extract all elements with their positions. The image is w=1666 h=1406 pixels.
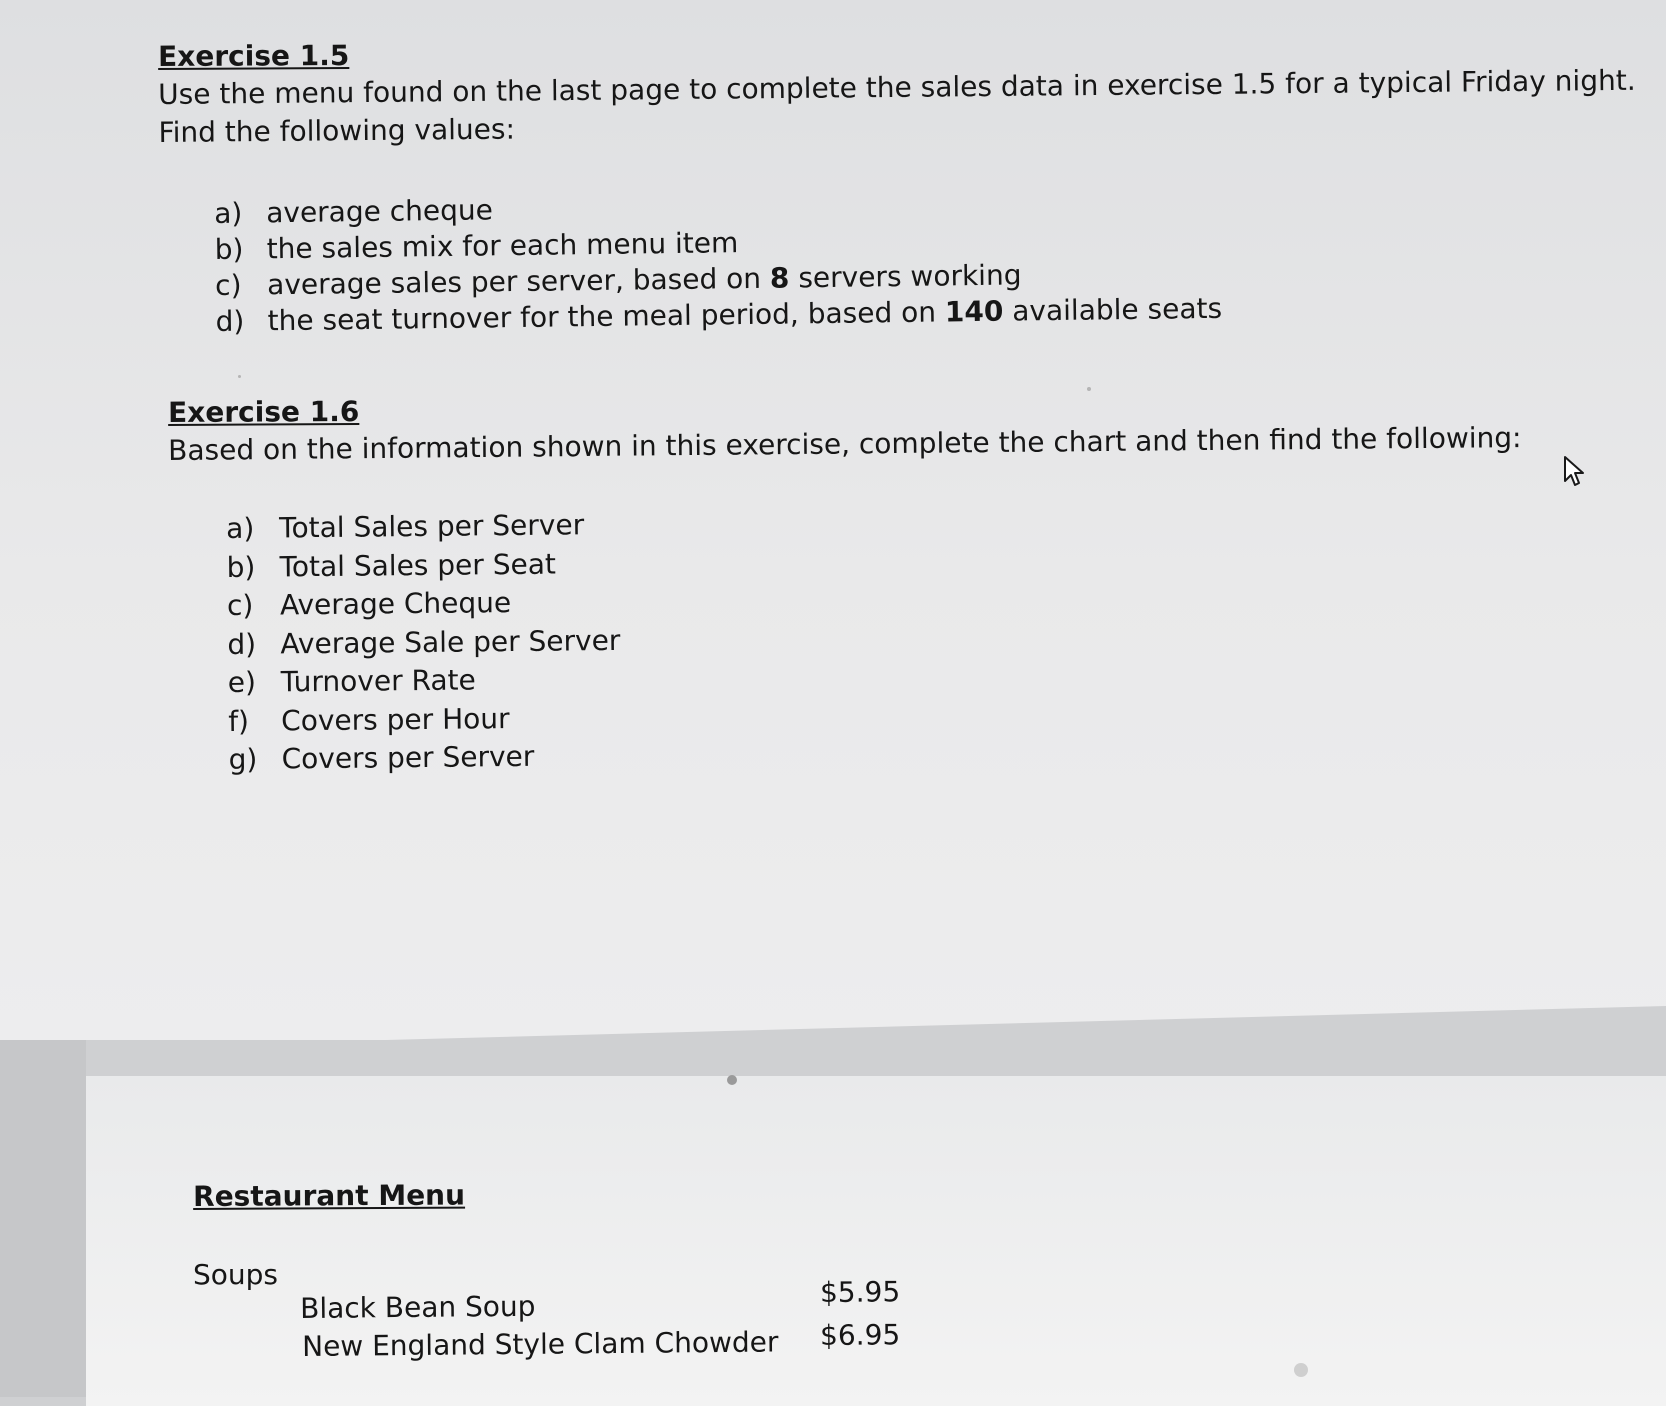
list-marker: b) [226,550,256,584]
exercise-1-6-heading [168,395,359,430]
list-marker: f) [228,704,250,738]
list-item [228,698,621,741]
exercise-1-6-title: Exercise 1.6 [168,394,360,429]
paper-mark [238,375,241,378]
list-marker: g) [228,742,258,776]
list-item [226,544,619,587]
menu-title: Restaurant Menu [193,1178,466,1213]
exercise-1-5-intro-line1: Use the menu found on the last page to complete the sales data in exercise 1.5 for a typical Friday night. [158,63,1636,111]
list-item-text-before: the seat turnover for the meal period, based on [267,295,946,338]
menu-item-price: $6.95 [819,1318,901,1353]
exercise-1-6-intro-line: Based on the information shown in this exercise, complete the chart and then find the following: [168,421,1522,467]
list-item [228,737,621,780]
menu-item-name: Black Bean Soup [300,1289,536,1325]
exercise-1-5-heading [158,39,349,74]
exercise-1-5-title: Exercise 1.5 [158,38,350,73]
exercise-1-5-intro-line2: Find the following values: [158,112,516,149]
page-gap-shadow [0,1040,86,1397]
seats-count: 140 [944,294,1004,329]
list-marker: d) [215,304,245,338]
list-item-text-before: average sales per server, based on [266,261,771,302]
list-item-text: Average Sale per Server [280,623,621,660]
paper-mark [1294,1363,1308,1377]
list-marker: a) [226,511,255,545]
list-item [227,583,620,626]
exercise-1-5-intro [158,62,1636,152]
menu-section-title: Soups [193,1258,279,1291]
exercise-1-6-list [226,506,622,780]
servers-count: 8 [769,261,790,295]
list-marker: c) [214,268,242,302]
list-marker: d) [227,627,257,661]
menu-item-price: $5.95 [819,1275,901,1310]
list-item-text: Turnover Rate [280,663,476,699]
menu-section-soups [193,1258,278,1291]
paper-mark [1087,387,1091,391]
list-item [226,506,619,549]
menu-heading [193,1179,465,1213]
paper-mark [727,1075,737,1085]
list-item-text-after: servers working [789,258,1022,295]
list-item-text: average cheque [266,193,494,230]
exercise-1-5-list [214,183,1222,340]
list-marker: a) [214,196,243,230]
menu-item-name: New England Style Clam Chowder [302,1325,779,1363]
list-item-text: Covers per Server [281,739,535,776]
list-item-text: Total Sales per Seat [279,547,557,583]
list-item-text: Average Cheque [279,586,512,622]
list-item-text: Covers per Hour [281,701,510,737]
list-item [228,660,621,703]
list-item [227,621,620,664]
mouse-pointer-icon [1562,455,1588,493]
list-marker: b) [214,232,244,266]
list-item-text: Total Sales per Server [279,508,585,545]
list-marker: e) [227,665,257,699]
list-marker: c) [226,588,254,622]
list-item-text-after: available seats [1003,291,1223,328]
list-item-text: the sales mix for each menu item [266,226,739,266]
